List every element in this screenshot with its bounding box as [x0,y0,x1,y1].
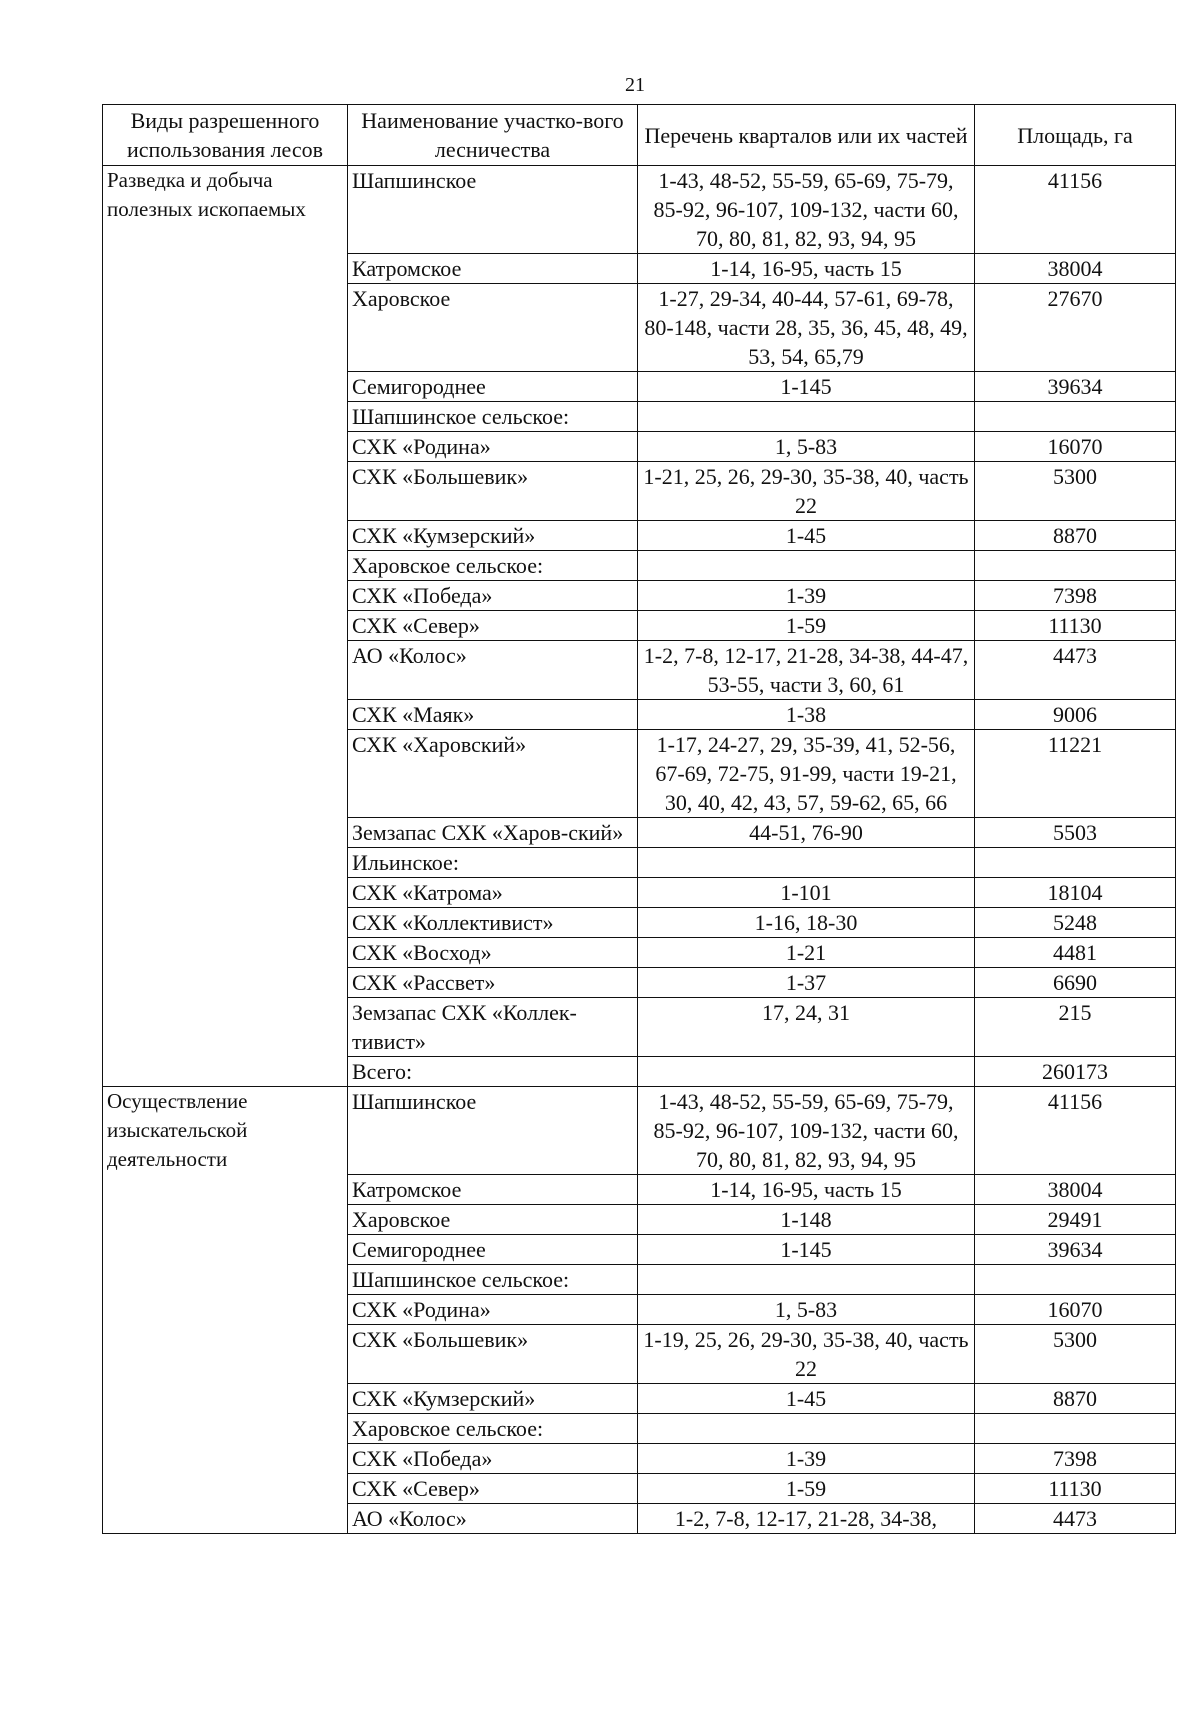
area-cell: 11130 [975,611,1176,641]
forestry-name-cell: СХК «Кумзерский» [348,521,638,551]
area-cell: 16070 [975,432,1176,462]
quarters-cell [638,402,975,432]
quarters-cell: 1-16, 18-30 [638,908,975,938]
forestry-name-cell: СХК «Восход» [348,938,638,968]
area-cell: 16070 [975,1295,1176,1325]
area-cell: 18104 [975,878,1176,908]
forestry-name-cell: Харовское [348,284,638,372]
quarters-cell: 1-17, 24-27, 29, 35-39, 41, 52-56, 67-69, 72-75, 91-99, части 19-21, 30, 40, 42, 43, 57, 59-62, 65, 66 [638,730,975,818]
forestry-name-cell: Семигороднее [348,372,638,402]
area-cell: 6690 [975,968,1176,998]
quarters-cell: 1-148 [638,1205,975,1235]
forestry-name-cell: СХК «Родина» [348,1295,638,1325]
quarters-cell [638,848,975,878]
forestry-name-cell: Всего: [348,1057,638,1087]
page-number: 21 [625,74,645,96]
usage-cell: Осуществление изыскательской деятельности [103,1087,348,1534]
quarters-cell: 44-51, 76-90 [638,818,975,848]
area-cell: 5503 [975,818,1176,848]
forestry-name-cell: СХК «Север» [348,611,638,641]
area-cell: 11221 [975,730,1176,818]
area-cell [975,551,1176,581]
area-cell [975,848,1176,878]
area-cell: 7398 [975,581,1176,611]
forestry-name-cell: Шапшинское сельское: [348,1265,638,1295]
area-cell: 39634 [975,1235,1176,1265]
forestry-name-cell: Шапшинское сельское: [348,402,638,432]
forestry-name-cell: Харовское [348,1205,638,1235]
quarters-cell: 1-145 [638,1235,975,1265]
quarters-cell: 1-2, 7-8, 12-17, 21-28, 34-38, 44-47, 53-55, части 3, 60, 61 [638,641,975,700]
usage-cell: Разведка и добыча полезных ископаемых [103,166,348,1087]
quarters-cell: 17, 24, 31 [638,998,975,1057]
quarters-cell: 1, 5-83 [638,1295,975,1325]
forestry-name-cell: Катромское [348,254,638,284]
quarters-cell: 1-38 [638,700,975,730]
area-cell: 9006 [975,700,1176,730]
area-cell: 4473 [975,1504,1176,1534]
quarters-cell [638,1414,975,1444]
area-cell: 41156 [975,1087,1176,1175]
quarters-cell [638,551,975,581]
quarters-cell: 1-19, 25, 26, 29-30, 35-38, 40, часть 22 [638,1325,975,1384]
area-cell: 5300 [975,1325,1176,1384]
forestry-name-cell: Харовское сельское: [348,551,638,581]
forestry-name-cell: Ильинское: [348,848,638,878]
area-cell: 39634 [975,372,1176,402]
table-row [103,166,1176,254]
area-cell: 38004 [975,1175,1176,1205]
forestry-name-cell: СХК «Катрома» [348,878,638,908]
area-cell: 260173 [975,1057,1176,1087]
forestry-name-cell: Семигороднее [348,1235,638,1265]
quarters-cell: 1-43, 48-52, 55-59, 65-69, 75-79, 85-92, 96-107, 109-132, части 60, 70, 80, 81, 82, 93, 94, 95 [638,166,975,254]
table-header-row [103,105,1176,166]
forestry-name-cell: СХК «Большевик» [348,1325,638,1384]
forestry-name-cell: Катромское [348,1175,638,1205]
forestry-name-cell: Земзапас СХК «Харов-ский» [348,818,638,848]
area-cell: 4481 [975,938,1176,968]
quarters-cell: 1-21 [638,938,975,968]
table-row [103,1087,1176,1175]
area-cell: 4473 [975,641,1176,700]
area-cell: 11130 [975,1474,1176,1504]
forest-use-table [102,104,1176,1534]
forestry-name-cell: СХК «Маяк» [348,700,638,730]
quarters-cell: 1-39 [638,1444,975,1474]
area-cell: 8870 [975,521,1176,551]
quarters-cell: 1-45 [638,1384,975,1414]
forestry-name-cell: СХК «Победа» [348,1444,638,1474]
forestry-name-cell: Харовское сельское: [348,1414,638,1444]
forestry-name-cell: АО «Колос» [348,641,638,700]
header-forestry: Наименование участко-вого лесничества [348,105,638,166]
quarters-cell [638,1265,975,1295]
area-cell: 41156 [975,166,1176,254]
area-cell [975,1414,1176,1444]
forestry-name-cell: СХК «Большевик» [348,462,638,521]
quarters-cell: 1-45 [638,521,975,551]
area-cell: 215 [975,998,1176,1057]
forestry-name-cell: СХК «Коллективист» [348,908,638,938]
quarters-cell: 1-27, 29-34, 40-44, 57-61, 69-78, 80-148, части 28, 35, 36, 45, 48, 49, 53, 54, 65,79 [638,284,975,372]
header-quarters: Перечень кварталов или их частей [638,105,975,166]
area-cell [975,402,1176,432]
quarters-cell: 1-39 [638,581,975,611]
forestry-name-cell: АО «Колос» [348,1504,638,1534]
area-cell: 5248 [975,908,1176,938]
forestry-name-cell: СХК «Рассвет» [348,968,638,998]
area-cell: 7398 [975,1444,1176,1474]
area-cell: 5300 [975,462,1176,521]
table-body [103,166,1176,1534]
area-cell [975,1265,1176,1295]
forestry-name-cell: СХК «Победа» [348,581,638,611]
header-area: Площадь, га [975,105,1176,166]
forestry-name-cell: СХК «Север» [348,1474,638,1504]
forestry-name-cell: Шапшинское [348,1087,638,1175]
forestry-name-cell: СХК «Родина» [348,432,638,462]
quarters-cell: 1-59 [638,611,975,641]
quarters-cell: 1-59 [638,1474,975,1504]
quarters-cell: 1-101 [638,878,975,908]
quarters-cell: 1, 5-83 [638,432,975,462]
area-cell: 27670 [975,284,1176,372]
forestry-name-cell: СХК «Харовский» [348,730,638,818]
area-cell: 38004 [975,254,1176,284]
quarters-cell: 1-21, 25, 26, 29-30, 35-38, 40, часть 22 [638,462,975,521]
quarters-cell: 1-2, 7-8, 12-17, 21-28, 34-38, [638,1504,975,1534]
quarters-cell: 1-37 [638,968,975,998]
quarters-cell [638,1057,975,1087]
header-usage: Виды разрешенного использования лесов [103,105,348,166]
quarters-cell: 1-43, 48-52, 55-59, 65-69, 75-79, 85-92, 96-107, 109-132, части 60, 70, 80, 81, 82, 93, 94, 95 [638,1087,975,1175]
quarters-cell: 1-145 [638,372,975,402]
quarters-cell: 1-14, 16-95, часть 15 [638,254,975,284]
area-cell: 8870 [975,1384,1176,1414]
forestry-name-cell: Шапшинское [348,166,638,254]
forestry-name-cell: Земзапас СХК «Коллек-тивист» [348,998,638,1057]
forestry-name-cell: СХК «Кумзерский» [348,1384,638,1414]
area-cell: 29491 [975,1205,1176,1235]
quarters-cell: 1-14, 16-95, часть 15 [638,1175,975,1205]
